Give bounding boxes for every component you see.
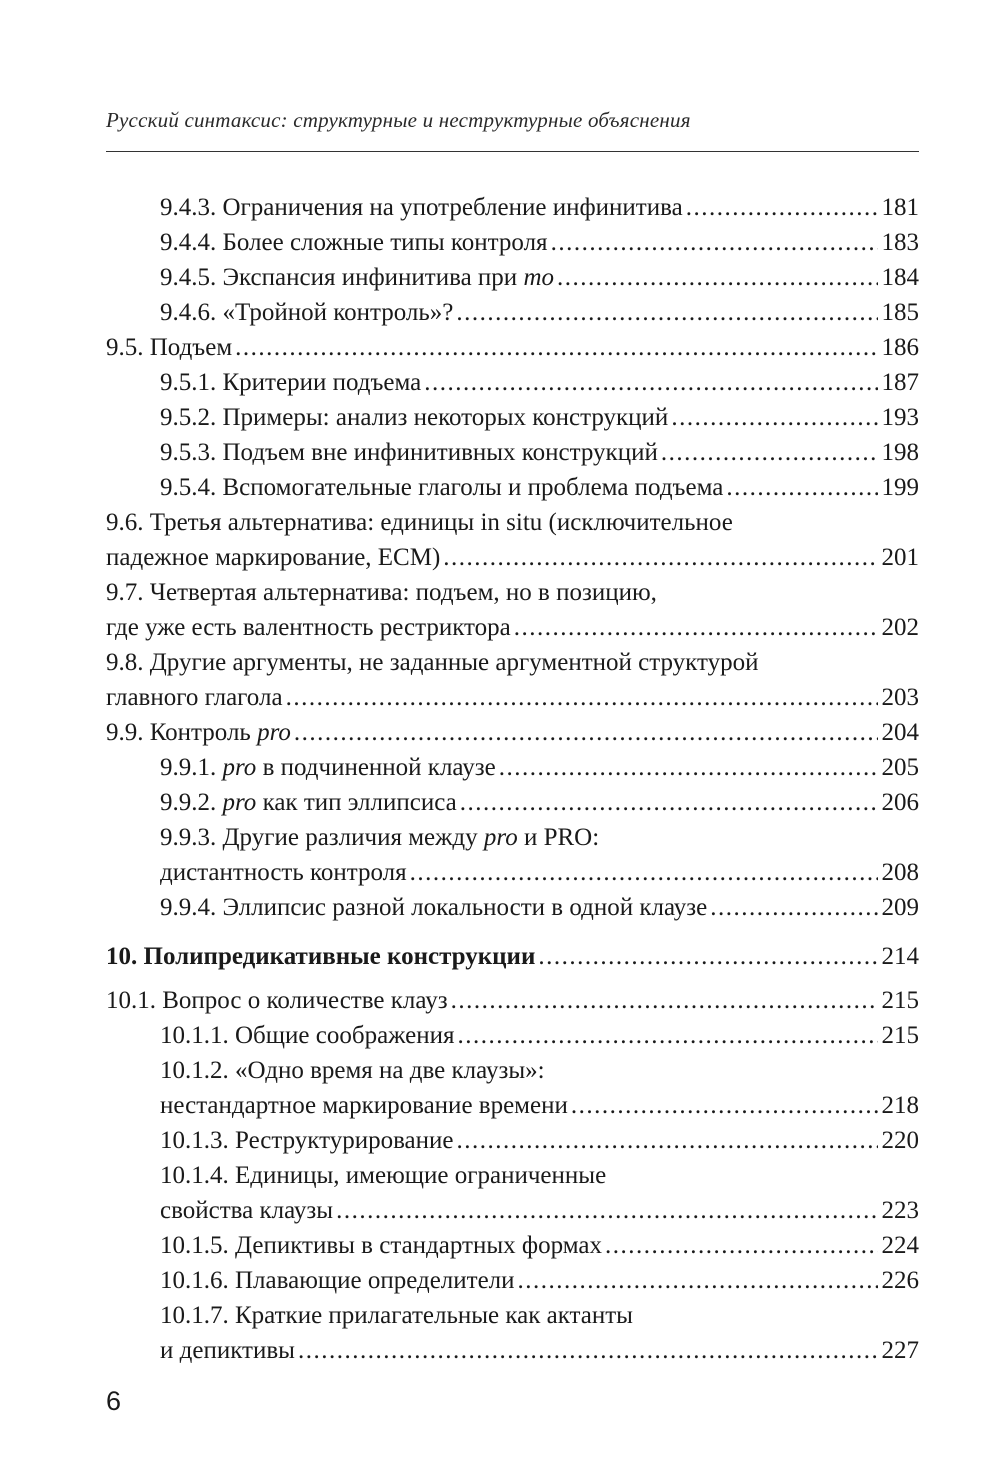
- toc-entry[interactable]: [106, 1263, 919, 1298]
- toc-entry-number: 9.5.: [106, 334, 144, 361]
- toc-entry-page: 218: [881, 1092, 919, 1119]
- leader-dots: [456, 295, 878, 330]
- toc-entry-title: Третья альтернатива: единицы in situ (исключительное: [149, 509, 733, 536]
- toc-entry[interactable]: [106, 1018, 919, 1053]
- toc-entry[interactable]: [106, 225, 919, 260]
- leader-dots: [514, 610, 878, 645]
- toc-entry-title: Полипредикативные конструкции: [143, 943, 536, 970]
- toc-entry[interactable]: [106, 645, 919, 715]
- toc-entry-page: 223: [881, 1197, 919, 1224]
- toc-chapter-entry[interactable]: [106, 939, 919, 974]
- toc-entry-page: 220: [881, 1127, 919, 1154]
- toc-entry[interactable]: [106, 190, 919, 225]
- toc-entry-title-italic: pro: [222, 754, 257, 781]
- table-of-contents: [106, 190, 919, 1368]
- leader-dots: [551, 225, 878, 260]
- leader-dots: [571, 1088, 878, 1123]
- toc-entry-title-italic: то: [523, 264, 554, 291]
- toc-entry[interactable]: [106, 785, 919, 820]
- toc-entry-title: Ограничения на употребление инфинитива: [222, 194, 683, 221]
- toc-entry-title: Плавающие определители: [235, 1267, 515, 1294]
- toc-entry[interactable]: [106, 750, 919, 785]
- leader-dots: [298, 1333, 878, 1368]
- toc-entry[interactable]: [106, 575, 919, 645]
- toc-entry-title: «Одно время на две клаузы»:: [235, 1057, 545, 1084]
- toc-entry[interactable]: [106, 505, 919, 575]
- toc-entry-title: Примеры: анализ некоторых конструкций: [222, 404, 669, 431]
- toc-entry-number: 9.9.1.: [160, 754, 217, 781]
- toc-entry-page: 199: [881, 474, 919, 501]
- toc-entry-page: 205: [881, 754, 919, 781]
- toc-entry[interactable]: [106, 400, 919, 435]
- toc-entry-number: 9.4.4.: [160, 229, 217, 256]
- toc-entry-title: Эллипсис разной локальности в одной клаузе: [222, 894, 708, 921]
- toc-entry-page: 215: [881, 1022, 919, 1049]
- toc-entry-title-after: и PRO:: [523, 824, 600, 851]
- toc-entry[interactable]: [106, 470, 919, 505]
- leader-dots: [336, 1193, 878, 1228]
- toc-entry-number: 10.1.5.: [160, 1232, 229, 1259]
- toc-entry-page: 203: [881, 684, 919, 711]
- leader-dots: [710, 890, 878, 925]
- header-rule: [106, 151, 919, 152]
- toc-entry-title-continued: свойства клаузы: [160, 1197, 334, 1224]
- toc-entry-page: 201: [881, 544, 919, 571]
- leader-dots: [557, 260, 878, 295]
- toc-entry-number: 9.9.4.: [160, 894, 217, 921]
- toc-entry-number: 10.1.1.: [160, 1022, 229, 1049]
- leader-dots: [671, 400, 878, 435]
- leader-dots: [294, 715, 878, 750]
- toc-entry-title: Другие аргументы, не заданные аргументной структурой: [149, 649, 759, 676]
- toc-entry-number: 9.9.: [106, 719, 144, 746]
- toc-entry-number: 9.5.2.: [160, 404, 217, 431]
- toc-entry-title-continued: дистантность контроля: [160, 859, 407, 886]
- toc-entry-title: Подъем вне инфинитивных конструкций: [222, 439, 658, 466]
- leader-dots: [538, 939, 878, 974]
- toc-entry-page: 224: [881, 1232, 919, 1259]
- toc-entry-title: в подчиненной клаузе: [262, 754, 496, 781]
- toc-entry-number: 9.4.3.: [160, 194, 217, 221]
- toc-entry-page: 181: [881, 194, 919, 221]
- toc-entry-number: 10.: [106, 943, 138, 970]
- toc-entry-title-italic: pro: [483, 824, 518, 851]
- toc-entry[interactable]: [106, 260, 919, 295]
- toc-entry[interactable]: [106, 1228, 919, 1263]
- toc-entry[interactable]: [106, 1298, 919, 1368]
- toc-entry-title-continued: нестандартное маркирование времени: [160, 1092, 568, 1119]
- toc-entry[interactable]: [106, 330, 919, 365]
- toc-entry-title-continued: где уже есть валентность рестриктора: [106, 614, 511, 641]
- leader-dots: [457, 1018, 878, 1053]
- toc-entry[interactable]: [106, 890, 919, 925]
- page-number: 6: [106, 1386, 122, 1416]
- toc-entry-page: 202: [881, 614, 919, 641]
- toc-entry-page: 184: [881, 264, 919, 291]
- leader-dots: [424, 365, 878, 400]
- toc-entry-number: 10.1.: [106, 987, 156, 1014]
- leader-dots: [457, 1123, 878, 1158]
- toc-entry-title-continued: падежное маркирование, ЕСМ): [106, 544, 441, 571]
- leader-dots: [499, 750, 878, 785]
- toc-entry-page: 214: [881, 943, 919, 970]
- toc-entry-page: 209: [881, 894, 919, 921]
- toc-entry-page: 193: [881, 404, 919, 431]
- toc-entry-title: Реструктурирование: [235, 1127, 454, 1154]
- leader-dots: [410, 855, 878, 890]
- toc-entry-title: «Тройной контроль»?: [222, 299, 454, 326]
- toc-entry[interactable]: [106, 1123, 919, 1158]
- toc-entry-number: 10.1.2.: [160, 1057, 229, 1084]
- leader-dots: [726, 470, 878, 505]
- toc-entry-page: 187: [881, 369, 919, 396]
- toc-entry-title: Единицы, имеющие ограниченные: [235, 1162, 607, 1189]
- toc-entry-title: Подъем: [149, 334, 233, 361]
- toc-entry-title: Общие соображения: [235, 1022, 455, 1049]
- leader-dots: [460, 785, 878, 820]
- toc-entry-page: 183: [881, 229, 919, 256]
- toc-entry-title: Другие различия между: [222, 824, 478, 851]
- toc-entry[interactable]: [106, 1158, 919, 1228]
- toc-entry-number: 10.1.4.: [160, 1162, 229, 1189]
- toc-entry-page: 226: [881, 1267, 919, 1294]
- toc-entry-number: 9.7.: [106, 579, 144, 606]
- toc-entry[interactable]: [106, 715, 919, 750]
- toc-entry[interactable]: [106, 295, 919, 330]
- toc-entry-page: 208: [881, 859, 919, 886]
- leader-dots: [686, 190, 878, 225]
- toc-entry-title-italic: pro: [222, 789, 257, 816]
- toc-entry-title: Депиктивы в стандартных формах: [235, 1232, 602, 1259]
- leader-dots: [518, 1263, 878, 1298]
- toc-entry-number: 9.4.6.: [160, 299, 217, 326]
- toc-entry[interactable]: [106, 820, 919, 890]
- toc-entry-number: 9.8.: [106, 649, 144, 676]
- running-title: Русский синтаксис: структурные и неструктурные объяснения: [106, 108, 691, 132]
- toc-entry-number: 9.6.: [106, 509, 144, 536]
- toc-entry-page: 227: [881, 1337, 919, 1364]
- toc-entry-title: Четвертая альтернатива: подъем, но в позицию,: [149, 579, 657, 606]
- toc-entry[interactable]: [106, 435, 919, 470]
- toc-entry-page: 204: [881, 719, 919, 746]
- toc-entry-title: Краткие прилагательные как актанты: [235, 1302, 633, 1329]
- toc-entry-title: Критерии подъема: [222, 369, 422, 396]
- toc-entry-number: 9.5.3.: [160, 439, 217, 466]
- leader-dots: [443, 540, 878, 575]
- toc-entry-title: Вопрос о количестве клауз: [162, 987, 448, 1014]
- toc-entry-page: 198: [881, 439, 919, 466]
- toc-entry-title-continued: и депиктивы: [160, 1337, 295, 1364]
- toc-entry-title: Более сложные типы контроля: [222, 229, 548, 256]
- toc-entry-title: как тип эллипсиса: [262, 789, 457, 816]
- toc-entry-title: Контроль: [149, 719, 251, 746]
- toc-entry-page: 185: [881, 299, 919, 326]
- toc-entry-number: 10.1.7.: [160, 1302, 229, 1329]
- toc-entry[interactable]: [106, 983, 919, 1018]
- toc-entry[interactable]: [106, 1053, 919, 1123]
- toc-entry-page: 186: [881, 334, 919, 361]
- toc-entry-number: 10.1.3.: [160, 1127, 229, 1154]
- toc-entry[interactable]: [106, 365, 919, 400]
- toc-entry-title-continued: главного глагола: [106, 684, 283, 711]
- toc-entry-number: 9.4.5.: [160, 264, 217, 291]
- toc-entry-title: Вспомогательные глаголы и проблема подъема: [222, 474, 724, 501]
- toc-entry-title: Экспансия инфинитива при: [222, 264, 518, 291]
- toc-entry-page: 215: [881, 987, 919, 1014]
- toc-entry-number: 9.5.4.: [160, 474, 217, 501]
- toc-entry-number: 9.9.3.: [160, 824, 217, 851]
- leader-dots: [235, 330, 878, 365]
- leader-dots: [605, 1228, 878, 1263]
- toc-entry-number: 9.5.1.: [160, 369, 217, 396]
- toc-entry-number: 10.1.6.: [160, 1267, 229, 1294]
- toc-entry-page: 206: [881, 789, 919, 816]
- toc-entry-number: 9.9.2.: [160, 789, 217, 816]
- leader-dots: [451, 983, 878, 1018]
- toc-entry-title-italic: pro: [257, 719, 291, 746]
- leader-dots: [661, 435, 878, 470]
- leader-dots: [286, 680, 878, 715]
